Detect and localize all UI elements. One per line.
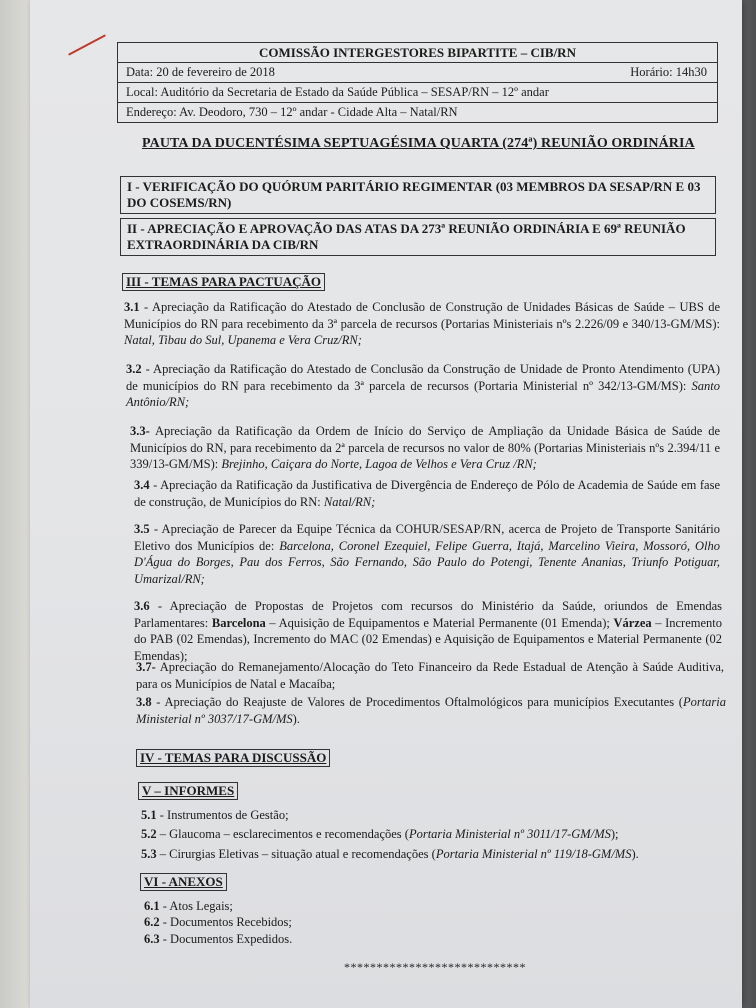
header-date: Data: 20 de fevereiro de 2018 (126, 65, 275, 79)
item-3-3: 3.3- Apreciação da Ratificação da Ordem de Início do Serviço de Ampliação da Unidade Básica de Saúde de Municípios do RN, para recebimento da 2ª parcela de recursos no valor de 80% (Portarias Ministeriais nºs 2.394/11 e 339/13-GM/MS): Brejinho, Caiçara do Norte, Lagoa de Velhos e Vera Cruz /RN; (130, 424, 720, 471)
section-2: II - APRECIAÇÃO E APROVAÇÃO DAS ATAS DA 273ª REUNIÃO ORDINÁRIA E 69ª REUNIÃO EXTRAORDINÁRIA DA CIB/RN (120, 218, 716, 256)
item-3-8: 3.8 - Apreciação do Reajuste de Valores de Procedimentos Oftalmológicos para municípios Executantes (Portaria Ministerial nº 3037/17-GM/MS). (136, 695, 726, 726)
anexo-6-2: 6.2 - Documentos Recebidos; (144, 915, 292, 929)
informe-5-1: 5.1 - Instrumentos de Gestão; (141, 808, 289, 822)
item-3-4: 3.4 - Apreciação da Ratificação da Justificativa de Divergência de Endereço de Pólo de Academia de Saúde em fase de construção, de Municípios do RN: Natal/RN; (134, 478, 720, 509)
footer-stars: **************************** (344, 960, 526, 974)
item-3-7: 3.7- Apreciação do Remanejamento/Alocação do Teto Financeiro da Rede Estadual de Atenção à Saúde Auditiva, para os Municípios de Natal e Macaíba; (136, 660, 724, 691)
section-1: I - VERIFICAÇÃO DO QUÓRUM PARITÁRIO REGIMENTAR (03 MEMBROS DA SESAP/RN E 03 DO COSEMS/RN) (120, 176, 716, 214)
header-org: COMISSÃO INTERGESTORES BIPARTITE – CIB/RN (259, 45, 576, 60)
header-address: Endereço: Av. Deodoro, 730 – 12º andar - Cidade Alta – Natal/RN (118, 102, 717, 122)
item-3-1: 3.1 - Apreciação da Ratificação do Atestado de Conclusão de Construção de Unidades Básicas de Saúde – UBS de Municípios do RN para recebimento da 3ª parcela de recursos (Portarias Ministeriais nºs 2.226/09 e 340/13-GM/MS): Natal, Tibau do Sul, Upanema e Vera Cruz/RN; (124, 300, 720, 347)
section-5: V – INFORMES (138, 782, 238, 800)
anexo-6-3: 6.3 - Documentos Expedidos. (144, 932, 293, 946)
page-title: PAUTA DA DUCENTÉSIMA SEPTUAGÉSIMA QUARTA (274ª) REUNIÃO ORDINÁRIA (142, 136, 695, 151)
informe-5-3: 5.3 – Cirurgias Eletivas – situação atual e recomendações (Portaria Ministerial nº 119/18-GM/MS). (141, 847, 639, 861)
header-table (117, 42, 718, 123)
item-3-5: 3.5 - Apreciação de Parecer da Equipe Técnica da COHUR/SESAP/RN, acerca de Projeto de Transporte Sanitário Eletivo dos Municípios de: Barcelona, Coronel Ezequiel, Felipe Guerra, Itajá, Marcelino Vieira, Mossoró, Olho D'Água do Borges, Pau dos Ferros, São Fernando, São Paulo do Potengi, Tenente Ananias, Triunfo Potiguar, Umarizal/RN; (134, 522, 720, 586)
item-3-2: 3.2 - Apreciação da Ratificação do Atestado de Conclusão da Construção de Unidade de Pronto Atendimento (UPA) de municípios do RN para recebimento da 3ª parcela de recursos (Portaria Ministerial nº 342/13-GM/MS): Santo Antônio/RN; (126, 362, 720, 409)
header-time: Horário: 14h30 (630, 65, 707, 79)
informe-5-2: 5.2 – Glaucoma – esclarecimentos e recomendações (Portaria Ministerial nº 3011/17-GM/MS); (141, 827, 619, 841)
section-3: III - TEMAS PARA PACTUAÇÃO (122, 273, 325, 291)
item-3-6: 3.6 - Apreciação de Propostas de Projetos com recursos do Ministério da Saúde, oriundos de Emendas Parlamentares: Barcelona – Aquisição de Equipamentos e Material Permanente (01 Emenda); Várzea – Incremento do PAB (02 Emendas), Incremento do MAC (02 Emendas) e Aquisição de Equipamentos e Material Permanente (02 Emendas); (134, 599, 722, 663)
header-place: Local: Auditório da Secretaria de Estado da Saúde Pública – SESAP/RN – 12º andar (118, 82, 717, 102)
header-date-row (118, 62, 717, 82)
anexo-6-1: 6.1 - Atos Legais; (144, 899, 233, 913)
section-4: IV - TEMAS PARA DISCUSSÃO (136, 749, 330, 767)
section-6: VI - ANEXOS (140, 873, 227, 891)
